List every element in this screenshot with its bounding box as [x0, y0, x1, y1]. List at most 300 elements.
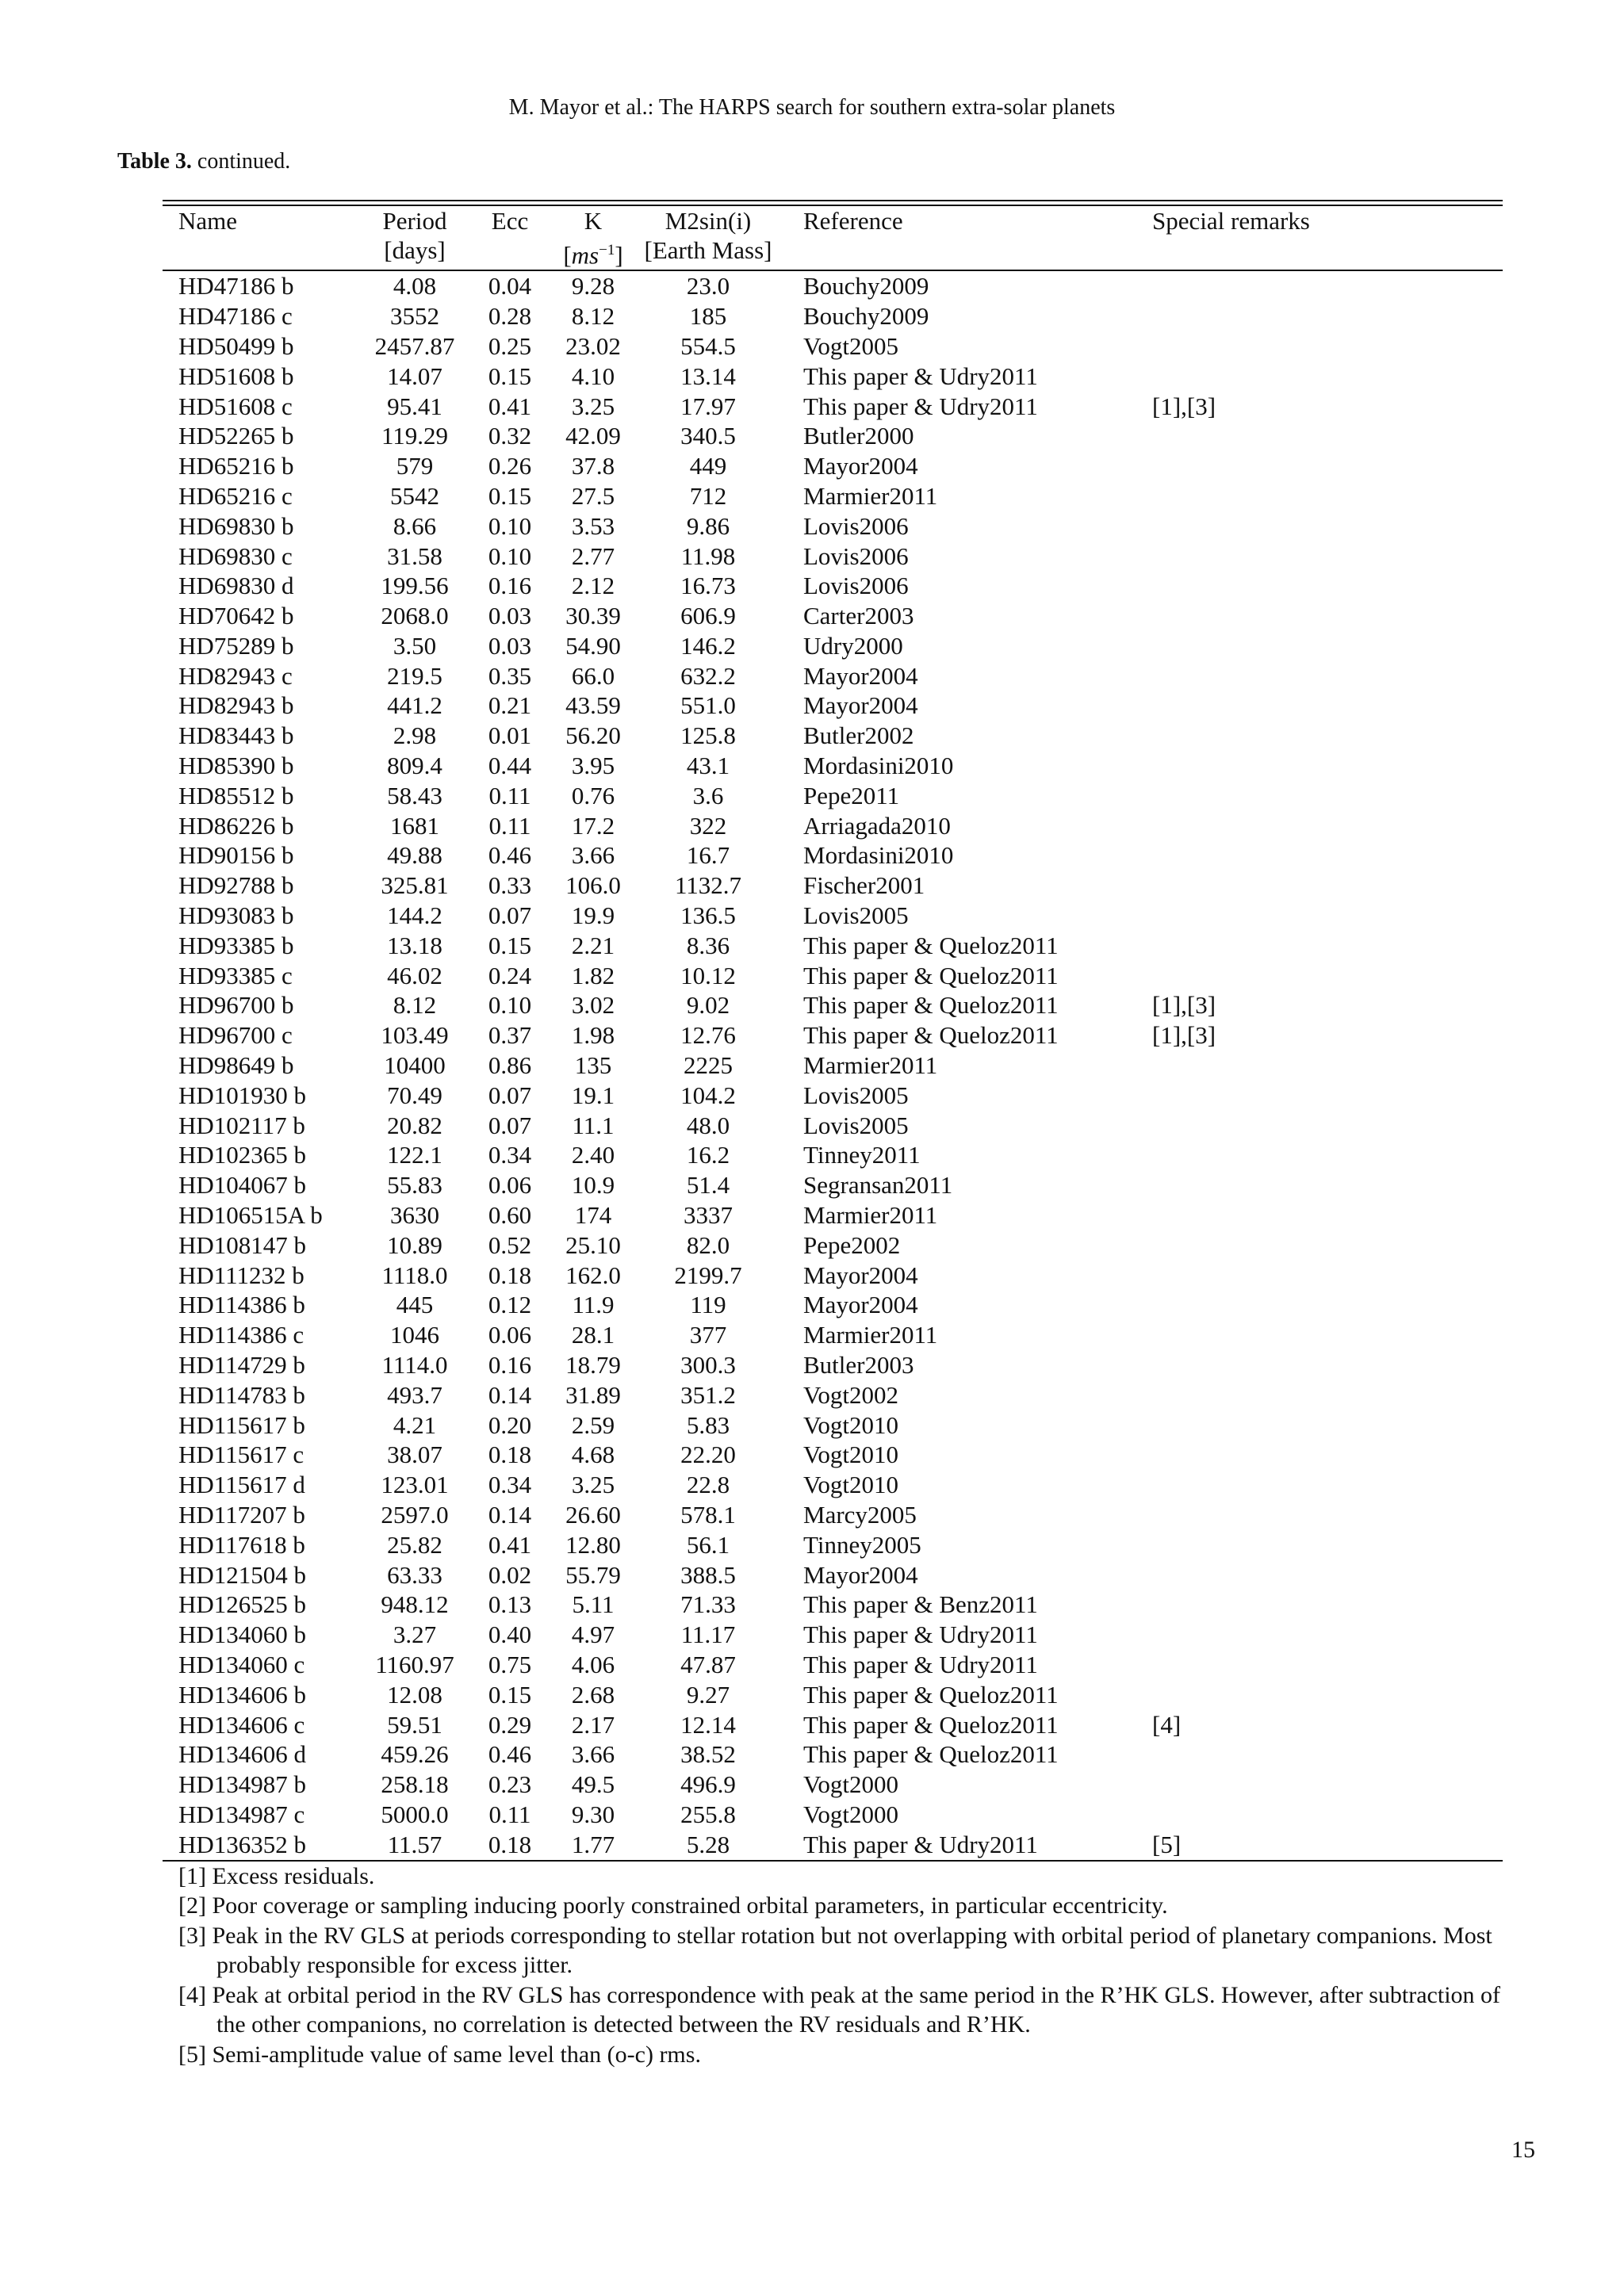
- cell-k: 1.82: [571, 961, 615, 989]
- cell-mass: 9.02: [686, 991, 730, 1020]
- cell-period: 219.5: [387, 661, 442, 690]
- cell-ecc: 0.24: [488, 961, 532, 989]
- cell-mass: 712: [689, 481, 727, 510]
- cell-reference: Arriagada2010: [803, 811, 951, 840]
- cell-period: 8.12: [393, 991, 437, 1020]
- cell-remarks: [1152, 541, 1503, 572]
- cell-mass: 56.1: [686, 1530, 730, 1559]
- cell-mass: 11.17: [680, 1621, 736, 1649]
- cell-name: HD82943 b: [178, 691, 294, 720]
- cell-reference: Butler2000: [803, 422, 914, 450]
- cell-mass: 146.2: [680, 631, 736, 660]
- cell-reference: Carter2003: [803, 602, 914, 630]
- cell-remarks: [1152, 331, 1503, 362]
- table-row: [163, 1650, 1503, 1680]
- cell-name: HD134606 d: [178, 1740, 307, 1769]
- cell-mass: 38.52: [680, 1740, 736, 1769]
- cell-period: 122.1: [387, 1141, 442, 1169]
- table-note: [5] Semi-amplitude value of same level than (o-c) rms.: [178, 2041, 701, 2068]
- cell-k: 3.66: [571, 1740, 615, 1769]
- page-number: 15: [1511, 2137, 1535, 2163]
- cell-k: 19.1: [571, 1081, 615, 1109]
- cell-mass: 136.5: [680, 901, 736, 930]
- cell-k: 26.60: [565, 1501, 621, 1529]
- cell-ecc: 0.41: [488, 1530, 532, 1559]
- cell-name: HD69830 d: [178, 572, 294, 600]
- cell-reference: This paper & Queloz2011: [803, 1021, 1059, 1050]
- cell-mass: 16.7: [686, 841, 730, 870]
- cell-name: HD83443 b: [178, 721, 294, 750]
- cell-k: 11.9: [572, 1291, 615, 1319]
- k-unit-open: [: [563, 241, 572, 270]
- cell-remarks: [1152, 781, 1503, 811]
- table-row: [163, 331, 1503, 362]
- cell-mass: 3337: [684, 1201, 733, 1230]
- cell-ecc: 0.02: [488, 1560, 532, 1589]
- cell-ecc: 0.01: [488, 721, 532, 750]
- cell-k: 49.5: [571, 1770, 615, 1799]
- cell-mass: 12.76: [680, 1021, 736, 1050]
- cell-remarks: [1152, 1410, 1503, 1441]
- cell-period: 441.2: [387, 691, 442, 720]
- cell-ecc: 0.44: [488, 752, 532, 780]
- table-row: [163, 1530, 1503, 1560]
- cell-name: HD90156 b: [178, 841, 294, 870]
- cell-remarks: [1],[3]: [1152, 991, 1216, 1020]
- cell-period: 63.33: [387, 1560, 442, 1589]
- cell-k: 18.79: [565, 1351, 621, 1380]
- table-row: [163, 1320, 1503, 1350]
- header-reference: Reference: [803, 207, 903, 235]
- cell-reference: Mordasini2010: [803, 752, 954, 780]
- cell-k: 56.20: [565, 721, 621, 750]
- cell-k: 1.98: [571, 1021, 615, 1050]
- cell-ecc: 0.46: [488, 841, 532, 870]
- cell-mass: 125.8: [680, 721, 736, 750]
- cell-reference: Mayor2004: [803, 691, 918, 720]
- cell-period: 3552: [390, 302, 439, 331]
- cell-mass: 449: [689, 452, 727, 480]
- cell-mass: 9.27: [686, 1680, 730, 1709]
- cell-k: 3.95: [571, 752, 615, 780]
- table-row: [163, 811, 1503, 841]
- table-row: [163, 1410, 1503, 1441]
- cell-k: 23.02: [565, 331, 621, 360]
- cell-reference: This paper & Queloz2011: [803, 991, 1059, 1020]
- cell-period: 46.02: [387, 961, 442, 989]
- cell-k: 2.59: [571, 1410, 615, 1439]
- cell-period: 8.66: [393, 511, 437, 540]
- cell-reference: Bouchy2009: [803, 272, 929, 300]
- table-row: [163, 1290, 1503, 1320]
- cell-name: HD93083 b: [178, 901, 294, 930]
- cell-period: 3630: [390, 1201, 439, 1230]
- cell-ecc: 0.03: [488, 631, 532, 660]
- table-row: [163, 1500, 1503, 1530]
- cell-reference: Vogt2000: [803, 1800, 899, 1828]
- cell-ecc: 0.11: [488, 781, 531, 809]
- cell-remarks: [1152, 1140, 1503, 1170]
- table-row: [163, 1680, 1503, 1710]
- data-table-container: [163, 200, 1503, 2069]
- cell-mass: 551.0: [680, 691, 736, 720]
- cell-reference: Vogt2005: [803, 331, 899, 360]
- cell-mass: 47.87: [680, 1650, 736, 1678]
- table-top-rule: [163, 200, 1503, 206]
- cell-k: 3.25: [571, 392, 615, 420]
- table-row: [163, 871, 1503, 901]
- cell-name: HD115617 b: [178, 1410, 305, 1439]
- table-note: [1] Excess residuals.: [178, 1862, 375, 1889]
- cell-ecc: 0.06: [488, 1171, 532, 1200]
- cell-mass: 17.97: [680, 392, 736, 420]
- cell-k: 17.2: [571, 811, 615, 840]
- cell-remarks: [1152, 301, 1503, 331]
- header-name: Name: [178, 207, 238, 235]
- cell-k: 4.10: [571, 362, 615, 390]
- cell-name: HD70642 b: [178, 602, 294, 630]
- cell-reference: Marmier2011: [803, 1321, 938, 1349]
- cell-name: HD111232 b: [178, 1261, 304, 1289]
- cell-name: HD114729 b: [178, 1351, 305, 1380]
- table-row: [163, 541, 1503, 572]
- cell-name: HD85390 b: [178, 752, 294, 780]
- cell-mass: 22.8: [686, 1471, 730, 1499]
- table-row: [163, 901, 1503, 931]
- cell-remarks: [1152, 571, 1503, 601]
- cell-mass: 2225: [684, 1051, 733, 1080]
- cell-ecc: 0.23: [488, 1770, 532, 1799]
- cell-ecc: 0.41: [488, 392, 532, 420]
- cell-name: HD52265 b: [178, 422, 294, 450]
- cell-mass: 8.36: [686, 931, 730, 959]
- cell-period: 4.21: [393, 1410, 437, 1439]
- cell-remarks: [1152, 931, 1503, 961]
- cell-k: 11.1: [572, 1111, 615, 1139]
- cell-mass: 10.12: [680, 961, 736, 989]
- cell-mass: 82.0: [686, 1230, 730, 1259]
- cell-ecc: 0.14: [488, 1380, 532, 1409]
- cell-k: 9.30: [571, 1800, 615, 1828]
- cell-remarks: [1152, 1800, 1503, 1830]
- table-caption-text: continued.: [191, 149, 291, 174]
- header-k-unit: [557, 235, 629, 270]
- planet-parameters-table: [163, 206, 1503, 1860]
- cell-reference: This paper & Benz2011: [803, 1590, 1038, 1619]
- table-row: [163, 1440, 1503, 1470]
- cell-mass: 9.86: [686, 511, 730, 540]
- cell-name: HD69830 c: [178, 541, 293, 570]
- cell-period: 55.83: [387, 1171, 442, 1200]
- cell-k: 174: [574, 1201, 612, 1230]
- cell-remarks: [1152, 511, 1503, 541]
- cell-reference: Marmier2011: [803, 1051, 938, 1080]
- cell-reference: This paper & Udry2011: [803, 1830, 1038, 1858]
- header-k: K: [584, 207, 603, 235]
- table-note: [2] Poor coverage or sampling inducing poorly constrained orbital parameters, in particular eccentricity.: [178, 1892, 1168, 1919]
- cell-mass: 1132.7: [674, 871, 742, 900]
- table-row: [163, 781, 1503, 811]
- cell-period: 948.12: [381, 1590, 449, 1619]
- cell-ecc: 0.75: [488, 1650, 532, 1678]
- table-row: [163, 631, 1503, 661]
- table-row: [163, 1140, 1503, 1170]
- cell-ecc: 0.34: [488, 1471, 532, 1499]
- cell-name: HD96700 c: [178, 1021, 293, 1050]
- cell-remarks: [1152, 1680, 1503, 1710]
- cell-ecc: 0.11: [488, 1800, 531, 1828]
- cell-period: 31.58: [387, 541, 442, 570]
- cell-k: 8.12: [571, 302, 615, 331]
- cell-ecc: 0.07: [488, 901, 532, 930]
- cell-k: 3.02: [571, 991, 615, 1020]
- cell-period: 459.26: [381, 1740, 449, 1769]
- cell-k: 9.28: [571, 272, 615, 300]
- cell-mass: 377: [689, 1321, 727, 1349]
- cell-ecc: 0.28: [488, 302, 532, 331]
- cell-period: 1160.97: [375, 1650, 454, 1678]
- cell-remarks: [1],[3]: [1152, 1021, 1216, 1050]
- cell-ecc: 0.06: [488, 1321, 532, 1349]
- cell-ecc: 0.34: [488, 1141, 532, 1169]
- cell-period: 1046: [390, 1321, 439, 1349]
- cell-reference: Vogt2010: [803, 1410, 899, 1439]
- header-remarks-unit: [1152, 235, 1503, 270]
- cell-period: 258.18: [381, 1770, 449, 1799]
- cell-reference: Mayor2004: [803, 1291, 918, 1319]
- cell-name: HD47186 c: [178, 302, 293, 331]
- cell-period: 1118.0: [381, 1261, 448, 1289]
- cell-reference: Mayor2004: [803, 452, 918, 480]
- cell-remarks: [1152, 721, 1503, 751]
- cell-ecc: 0.37: [488, 1021, 532, 1050]
- cell-reference: Mayor2004: [803, 661, 918, 690]
- cell-ecc: 0.15: [488, 481, 532, 510]
- cell-reference: Tinney2011: [803, 1141, 921, 1169]
- cell-ecc: 0.18: [488, 1441, 532, 1469]
- cell-reference: This paper & Queloz2011: [803, 1680, 1059, 1709]
- k-unit-exponent: −1: [599, 242, 615, 258]
- cell-name: HD121504 b: [178, 1560, 307, 1589]
- cell-remarks: [1152, 871, 1503, 901]
- cell-reference: Segransan2011: [803, 1171, 953, 1200]
- cell-reference: Marmier2011: [803, 481, 938, 510]
- table-body: [163, 270, 1503, 1859]
- cell-ecc: 0.15: [488, 931, 532, 959]
- cell-period: 5000.0: [381, 1800, 449, 1828]
- cell-k: 19.9: [571, 901, 615, 930]
- table-row: [163, 1230, 1503, 1261]
- table-header: [163, 206, 1503, 270]
- cell-period: 579: [396, 452, 434, 480]
- cell-k: 1.77: [571, 1830, 615, 1858]
- cell-k: 10.9: [571, 1171, 615, 1200]
- cell-period: 49.88: [387, 841, 442, 870]
- cell-ecc: 0.10: [488, 511, 532, 540]
- cell-name: HD51608 b: [178, 362, 294, 390]
- cell-ecc: 0.40: [488, 1621, 532, 1649]
- cell-k: 30.39: [565, 602, 621, 630]
- cell-name: HD134060 c: [178, 1650, 305, 1678]
- table-row: [163, 1081, 1503, 1111]
- cell-remarks: [1152, 362, 1503, 392]
- cell-reference: This paper & Udry2011: [803, 392, 1038, 420]
- cell-name: HD50499 b: [178, 331, 294, 360]
- table-row: [163, 421, 1503, 451]
- cell-period: 12.08: [387, 1680, 442, 1709]
- cell-k: 42.09: [565, 422, 621, 450]
- cell-name: HD134060 b: [178, 1621, 307, 1649]
- table-row: [163, 270, 1503, 301]
- cell-remarks: [1],[3]: [1152, 392, 1216, 420]
- cell-period: 1681: [390, 811, 439, 840]
- cell-ecc: 0.14: [488, 1501, 532, 1529]
- cell-reference: This paper & Queloz2011: [803, 1740, 1059, 1769]
- cell-ecc: 0.60: [488, 1201, 532, 1230]
- table-row: [163, 1470, 1503, 1500]
- cell-ecc: 0.15: [488, 1680, 532, 1709]
- cell-period: 20.82: [387, 1111, 442, 1139]
- cell-k: 4.97: [571, 1621, 615, 1649]
- cell-remarks: [1152, 1230, 1503, 1261]
- table-note: [4] Peak at orbital period in the RV GLS has correspondence with peak at the same period in the R’HK GLS. However, after subtraction of the other companions, no correlation is detected between the RV residuals and R’HK.: [178, 1981, 1501, 2038]
- cell-remarks: [1152, 1770, 1503, 1800]
- table-row: [163, 751, 1503, 781]
- cell-period: 144.2: [387, 901, 442, 930]
- table-row: [163, 721, 1503, 751]
- cell-remarks: [1152, 1350, 1503, 1380]
- cell-reference: Lovis2005: [803, 1081, 909, 1109]
- cell-k: 54.90: [565, 631, 621, 660]
- cell-k: 0.76: [571, 781, 615, 809]
- cell-reference: This paper & Udry2011: [803, 362, 1038, 390]
- cell-k: 3.53: [571, 511, 615, 540]
- cell-k: 2.68: [571, 1680, 615, 1709]
- cell-mass: 104.2: [680, 1081, 736, 1109]
- cell-mass: 340.5: [680, 422, 736, 450]
- cell-remarks: [1152, 1320, 1503, 1350]
- cell-period: 11.57: [387, 1830, 442, 1858]
- table-row: [163, 661, 1503, 691]
- cell-period: 14.07: [387, 362, 442, 390]
- cell-remarks: [1152, 811, 1503, 841]
- table-row: [163, 392, 1503, 422]
- cell-reference: Lovis2005: [803, 901, 909, 930]
- cell-ecc: 0.20: [488, 1410, 532, 1439]
- cell-reference: Udry2000: [803, 631, 903, 660]
- cell-reference: Lovis2005: [803, 1111, 909, 1139]
- header-ecc-unit: [462, 235, 557, 270]
- table-row: [163, 931, 1503, 961]
- table-row: [163, 1770, 1503, 1800]
- cell-k: 106.0: [565, 871, 621, 900]
- table-row: [163, 1620, 1503, 1650]
- table-row: [163, 1200, 1503, 1230]
- cell-name: HD47186 b: [178, 272, 294, 300]
- cell-period: 70.49: [387, 1081, 442, 1109]
- table-caption-label: Table 3.: [117, 149, 192, 174]
- cell-reference: Mayor2004: [803, 1560, 918, 1589]
- running-head: M. Mayor et al.: The HARPS search for southern extra-solar planets: [508, 95, 1116, 120]
- table-row: [163, 571, 1503, 601]
- cell-mass: 5.28: [686, 1830, 730, 1858]
- cell-period: 493.7: [387, 1380, 442, 1409]
- cell-reference: Vogt2000: [803, 1770, 899, 1799]
- cell-ecc: 0.32: [488, 422, 532, 450]
- cell-mass: 71.33: [680, 1590, 736, 1619]
- cell-period: 38.07: [387, 1441, 442, 1469]
- cell-period: 2.98: [393, 721, 437, 750]
- cell-period: 119.29: [381, 422, 449, 450]
- cell-k: 3.66: [571, 841, 615, 870]
- header-name-unit: [163, 235, 367, 270]
- table-row: [163, 1560, 1503, 1590]
- cell-remarks: [1152, 1470, 1503, 1500]
- table-row: [163, 601, 1503, 631]
- cell-reference: Mordasini2010: [803, 841, 954, 870]
- table-row: [163, 481, 1503, 511]
- cell-remarks: [1152, 661, 1503, 691]
- cell-ecc: 0.26: [488, 452, 532, 480]
- cell-period: 2597.0: [381, 1501, 449, 1529]
- cell-reference: Vogt2010: [803, 1471, 899, 1499]
- cell-period: 58.43: [387, 781, 442, 809]
- cell-mass: 300.3: [680, 1351, 736, 1380]
- cell-reference: Fischer2001: [803, 871, 925, 900]
- cell-period: 445: [396, 1291, 434, 1319]
- table-note: [3] Peak in the RV GLS at periods corresponding to stellar rotation but not overlapping with orbital period of planetary companions. Most probably responsible for excess jitter.: [178, 1922, 1492, 1979]
- cell-ecc: 0.07: [488, 1081, 532, 1109]
- cell-period: 10.89: [387, 1230, 442, 1259]
- cell-remarks: [1152, 451, 1503, 481]
- cell-k: 2.17: [571, 1710, 615, 1739]
- header-remarks: Special remarks: [1152, 207, 1310, 235]
- cell-remarks: [1152, 1590, 1503, 1620]
- header-period-unit: [days]: [367, 235, 462, 270]
- cell-name: HD92788 b: [178, 871, 294, 900]
- cell-ecc: 0.33: [488, 871, 532, 900]
- table-row: [163, 1350, 1503, 1380]
- cell-ecc: 0.25: [488, 331, 532, 360]
- cell-name: HD134606 b: [178, 1680, 307, 1709]
- cell-mass: 496.9: [680, 1770, 736, 1799]
- cell-remarks: [1152, 1261, 1503, 1291]
- table-row: [163, 990, 1503, 1020]
- cell-k: 27.5: [571, 481, 615, 510]
- cell-period: 123.01: [381, 1471, 449, 1499]
- cell-name: HD134987 c: [178, 1800, 305, 1828]
- cell-name: HD102117 b: [178, 1111, 305, 1139]
- cell-reference: Bouchy2009: [803, 302, 929, 331]
- table-row: [163, 451, 1503, 481]
- cell-remarks: [1152, 601, 1503, 631]
- cell-remarks: [1152, 1440, 1503, 1470]
- cell-reference: Pepe2002: [803, 1230, 901, 1259]
- table-row: [163, 1111, 1503, 1141]
- cell-ecc: 0.10: [488, 991, 532, 1020]
- cell-remarks: [1152, 1081, 1503, 1111]
- cell-ecc: 0.07: [488, 1111, 532, 1139]
- header-mass: M2sin(i): [665, 207, 752, 235]
- k-unit-close: ]: [615, 241, 623, 270]
- cell-remarks: [1152, 1650, 1503, 1680]
- cell-reference: Marcy2005: [803, 1501, 917, 1529]
- cell-remarks: [5]: [1152, 1830, 1182, 1858]
- cell-name: HD117207 b: [178, 1501, 305, 1529]
- cell-reference: This paper & Udry2011: [803, 1621, 1038, 1649]
- cell-reference: Lovis2006: [803, 572, 909, 600]
- cell-name: HD101930 b: [178, 1081, 307, 1109]
